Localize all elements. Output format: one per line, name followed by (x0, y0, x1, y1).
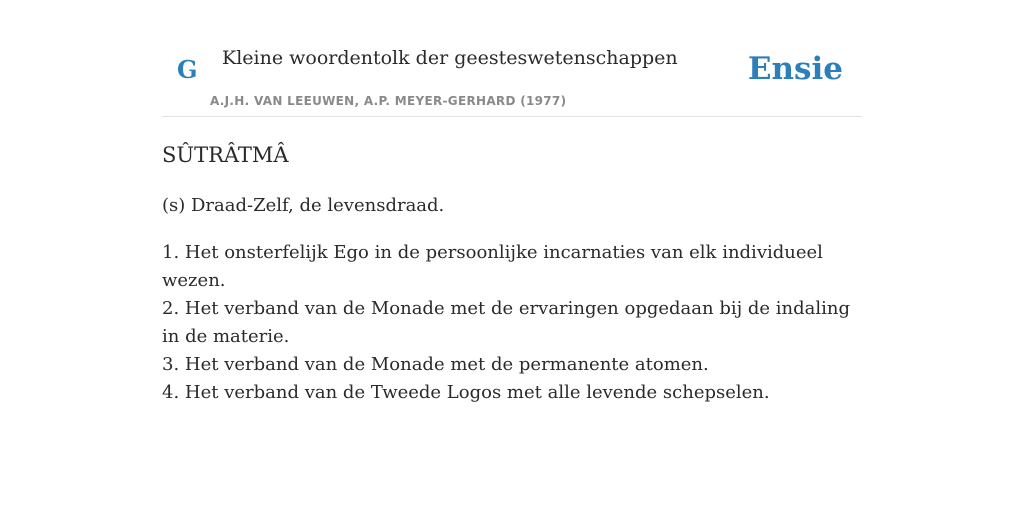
entry-lead: (s) Draad-Zelf, de levensdraad. (162, 195, 445, 216)
definition-list (162, 239, 862, 407)
definition-item: 1. Het onsterfelijk Ego in de persoonlijke incarnaties van elk individueel wezen. (162, 242, 823, 291)
header (162, 0, 862, 117)
brand-logo[interactable]: Ensie (747, 51, 843, 87)
definition-item: 3. Het verband van de Monade met de permanente atomen. (162, 354, 709, 375)
book-logo-icon[interactable]: G (177, 55, 198, 84)
page (162, 0, 862, 512)
definition-item: 2. Het verband van de Monade met de ervaringen opgedaan bij de indaling in de materie. (162, 298, 851, 347)
book-title[interactable]: Kleine woordentolk der geesteswetenschappen (222, 47, 678, 69)
definition-item: 4. Het verband van de Tweede Logos met alle levende schepselen. (162, 382, 770, 403)
book-authors: A.J.H. VAN LEEUWEN, A.P. MEYER-GERHARD (1977) (210, 94, 567, 108)
entry-title: SÛTRÂTMÂ (162, 143, 289, 167)
